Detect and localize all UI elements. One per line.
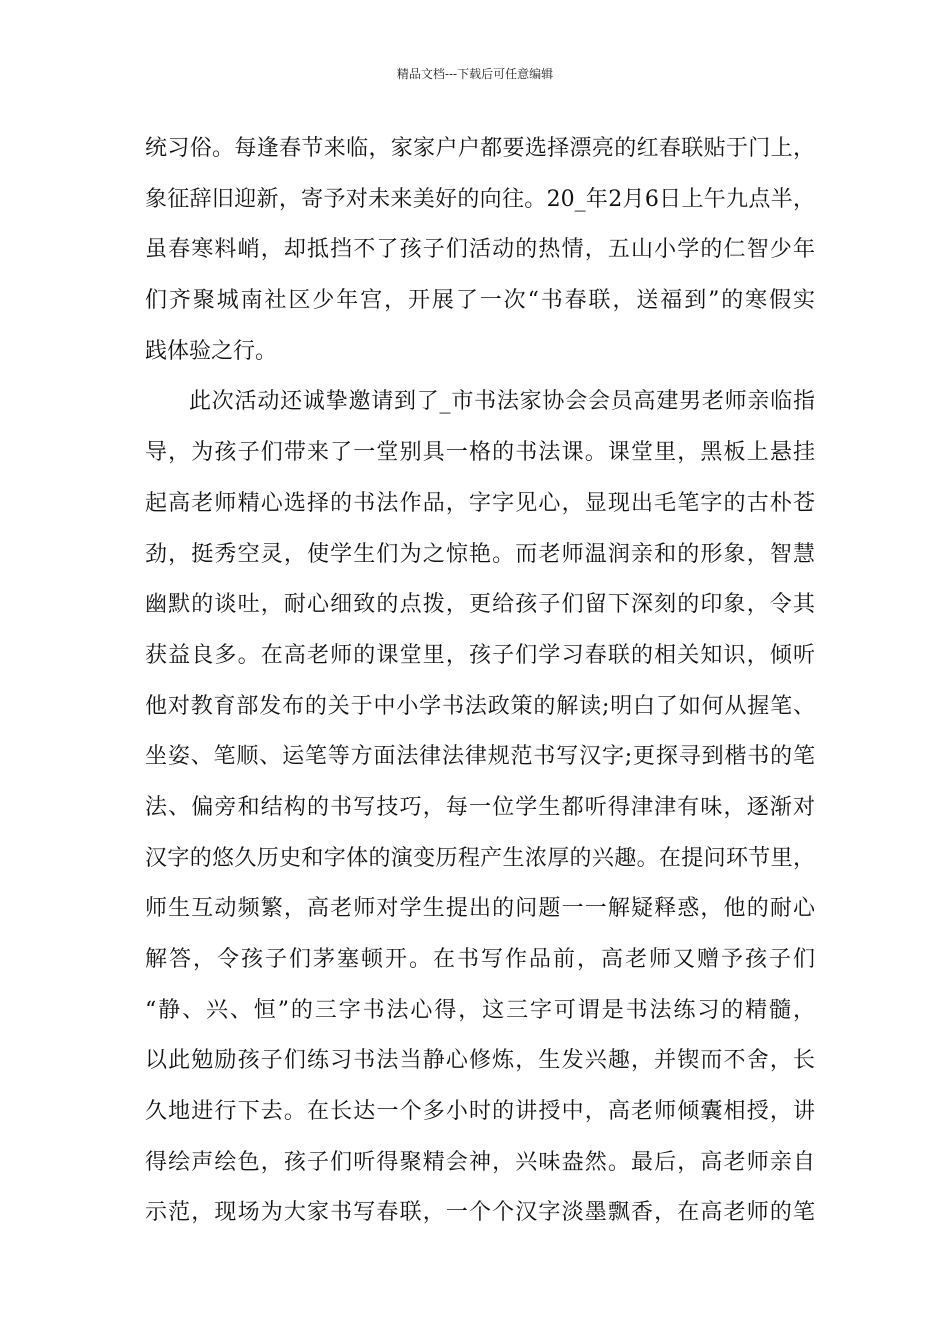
text-line: 虽春寒料峭，却抵挡不了孩子们活动的热情，五山小学的仁智少年: [145, 237, 815, 263]
text-line: 以此勉励孩子们练习书法当静心修炼，生发兴趣，并锲而不舍，长: [145, 1048, 815, 1074]
text-line: 幽默的谈吐，耐心细致的点拨，更给孩子们留下深刻的印象，令其: [145, 592, 815, 618]
text-line: 此次活动还诚挚邀请到了_市书法家协会会员高建男老师亲临指: [189, 389, 815, 415]
text-line: 他对教育部发布的关于中小学书法政策的解读;明白了如何从握笔、: [145, 693, 815, 719]
text-line: 践体验之行。: [145, 338, 278, 364]
text-line: 解答，令孩子们茅塞顿开。在书写作品前，高老师又赠予孩子们: [145, 947, 815, 972]
text-line: 久地进行下去。在长达一个多小时的讲授中，高老师倾囊相授，讲: [145, 1099, 815, 1125]
text-line: 起高老师精心选择的书法作品，字字见心，显现出毛笔字的古朴苍: [145, 490, 815, 516]
text-line: 法、偏旁和结构的书写技巧，每一位学生都听得津津有味，逐渐对: [145, 794, 815, 820]
page-header: 精品文档---下载后可任意编辑: [396, 67, 554, 81]
paragraph-2: [145, 377, 815, 1239]
text-line: 汉字的悠久历史和字体的演变历程产生浓厚的兴趣。在提问环节里，: [145, 845, 815, 871]
text-line: 统习俗。每逢春节来临，家家户户都要选择漂亮的红春联贴于门上，: [145, 136, 815, 161]
text-line: 示范，现场为大家书写春联，一个个汉字淡墨飘香，在高老师的笔: [145, 1200, 815, 1226]
text-line: 获益良多。在高老师的课堂里，孩子们学习春联的相关知识，倾听: [145, 642, 815, 668]
document-body: [145, 124, 815, 1239]
text-line: 得绘声绘色，孩子们听得聚精会神，兴味盎然。最后，高老师亲自: [145, 1149, 815, 1175]
text-line: 导，为孩子们带来了一堂别具一格的书法课。课堂里，黑板上悬挂: [145, 440, 815, 466]
text-line: 劲，挺秀空灵，使学生们为之惊艳。而老师温润亲和的形象，智慧: [145, 541, 815, 567]
text-line: 坐姿、笔顺、运笔等方面法律法律规范书写汉字;更探寻到楷书的笔: [145, 744, 815, 770]
text-line: 师生互动频繁，高老师对学生提出的问题一一解疑释惑，他的耐心: [145, 896, 815, 922]
paragraph-1: [145, 124, 815, 377]
text-line: 象征辞旧迎新，寄予对未来美好的向往。20_年2月6日上午九点半，: [145, 186, 815, 212]
text-line: “静、兴、恒”的三字书法心得，这三字可谓是书法练习的精髓，: [145, 997, 815, 1023]
text-line: 们齐聚城南社区少年宫，开展了一次“书春联，送福到”的寒假实: [145, 288, 815, 314]
